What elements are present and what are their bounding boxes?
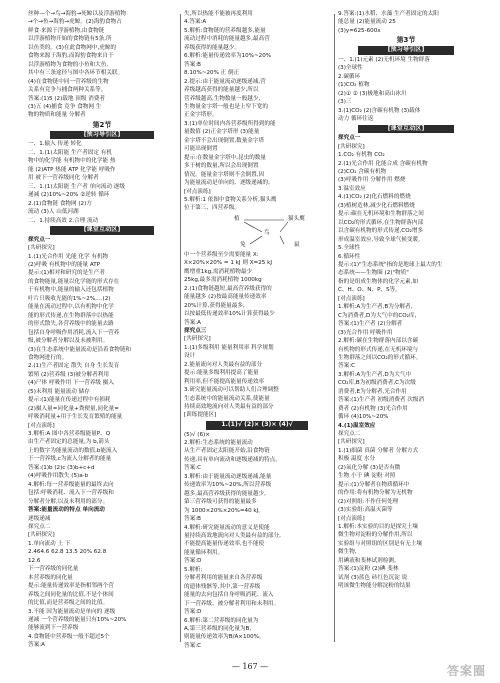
text-line: 正金字塔形。 — [184, 112, 218, 119]
text-line: 多于树的数量,所以会出现倒置 — [184, 163, 259, 170]
text-line: 5.解析:1 依图中食物关系分析,猫头鹰 — [184, 196, 277, 203]
section-title: 第3节 — [396, 36, 416, 45]
text-line: 3.解析:由于能量流动逐级递减,能量 — [184, 473, 272, 480]
diagram-node-top-left: 植 — [234, 215, 240, 222]
text-line: (2)氧化分解 (3)是否有微 — [338, 464, 401, 471]
text-line: 包括自身呼吸作用消耗,流入下一营养 — [28, 329, 120, 336]
text-line: 4.解析:研究能量流动的意义是使能 — [184, 524, 270, 531]
section-banner: [预习导引区] — [50, 131, 154, 140]
text-line: 3.解析:A为生产者,D为大气中 — [338, 371, 412, 378]
text-line: 能总量 (2)能量流动 25 — [338, 19, 396, 26]
diagram-node-right: 鼠 — [294, 241, 300, 248]
text-line: 于有机物中,能量的输入还包括植物 — [28, 287, 114, 294]
text-line: 2.解析:碳在生物群落内部以含碳 — [338, 338, 418, 345]
text-line: [共研探究] — [338, 143, 365, 150]
watermark-logo: 答案圈 — [446, 664, 486, 678]
text-line: 2.(1)生产者固定 散失 自身 生长发育 — [28, 363, 120, 370]
text-line: 养级之间同化量的比值,不是个体间 — [28, 591, 114, 598]
text-line: 3.研究能量流动可以帮助人们合理调整 — [184, 387, 279, 394]
text-line: 能量的去向包括自身呼吸消耗、流入 — [184, 592, 274, 599]
text-line: 的形式散失,各营养级中的能量去路 — [28, 321, 114, 328]
text-line: [共研探究] — [184, 336, 211, 343]
text-line: 3.(1)单位时间内各营养级所得到的能 — [184, 120, 276, 127]
text-line: 丝种—个→鸟→海豹→死鲸以及浮游植物 — [28, 11, 126, 17]
text-line: 答案:D — [184, 609, 202, 616]
text-line: 答案:(1)b (2)c (3)b+c+d — [28, 464, 95, 471]
text-line: 态系统——生物圈 (2)"物质" — [338, 270, 409, 277]
text-line: 试剂 (3)蓝色 砖红色沉淀 说 — [338, 574, 408, 581]
text-line: 4.解析:每一营养级能量的最终去向 — [28, 481, 114, 488]
text-line: 答案:A — [184, 319, 201, 326]
text-line: 提示:(1)能量在传递过程中有损耗 — [28, 397, 111, 404]
food-web-arrow — [280, 222, 288, 232]
section-banner: [课堂互动区] — [50, 226, 154, 235]
text-line: (4)尸体 呼吸作用 下一营养级 摄入 — [28, 380, 114, 387]
text-line: 三、1.(1)太阳能 生产者 单向流动 逐级 — [28, 183, 125, 190]
text-line: 为 1000×20%×20%=40 kJ。 — [184, 507, 264, 514]
text-line: 流动过程中消耗的能量越多,最高营 — [184, 36, 270, 43]
text-line: 用 被下一营养级同化 分解者 — [28, 175, 99, 182]
text-line: 鲜食·来源于浮游植物,由食物链 — [28, 27, 105, 34]
text-line: 持续高效地流向对人类最有益的部分 — [184, 404, 274, 411]
text-line: 的比值,而是营养级之间的比值。 — [28, 600, 109, 607]
text-line: (2)对照组:不作任何处理 — [338, 498, 399, 505]
text-line: 2.能量流向对人类最有益的部分 — [184, 361, 263, 368]
text-line: [训练提能区] — [184, 412, 217, 419]
text-line: 能量在流动过程中,以有机物中化学 — [28, 304, 114, 311]
text-line: 生物量金字塔一般也是上窄下宽的 — [184, 103, 268, 110]
text-line: 食物网进行的。 — [28, 354, 68, 361]
text-line: 2.解析:生态系统的能量流动 — [184, 439, 253, 446]
text-line: 以按最低传递效率10%计算获得最少 — [184, 311, 275, 318]
text-line: (3)三 — [338, 99, 352, 106]
text-line: CO₂库,B为初级消费者,C为次级 — [338, 380, 416, 387]
text-line: 2.(1)食物链 食物网 (2)方 — [28, 200, 92, 207]
text-line: (3)五 (4)捕食 竞争 食物网 生 — [28, 103, 102, 110]
text-line: 能量循环利用。 — [184, 549, 224, 556]
text-line: 可能出现倒置 — [184, 146, 218, 153]
text-line: 答案:C — [184, 465, 201, 472]
text-line: 答案:C — [338, 363, 355, 370]
text-line: 以含碳有机物的形式传递,CO₂增多 — [338, 228, 424, 235]
text-line: 1.解析:本实验的目的是探究土壤 — [338, 524, 418, 531]
text-line: 答案:(1)5 (2)载地 顶级 消费者 — [28, 95, 105, 102]
text-line: 一、1.输入 传递 转化 — [28, 141, 82, 148]
text-line: 6.解析:能量传递效率为10%~20% — [184, 53, 272, 60]
text-line: 量持续高效地流向对人类最有益的部分, — [184, 532, 281, 539]
diagram-node-top-right: 猫头鹰 — [288, 215, 305, 222]
text-line: 1.(1)光合作用 光能 化学 有机物 — [28, 253, 109, 260]
text-line: 二、1.持续高效 2.合理 流动 — [28, 217, 99, 224]
text-line: 为能量流动是单向的、逐级递减的。 — [184, 180, 274, 187]
text-line: 情况。能量金字塔则不会倒置,因 — [184, 171, 265, 178]
column-left — [28, 10, 176, 650]
text-line: 2.碳循环 — [338, 73, 361, 80]
text-line: 2.(1)光合作用 化能合成 含碳有机物 — [338, 160, 428, 167]
text-line: 养级越高获得的能量越少,所以 — [184, 87, 259, 94]
text-line: 20%计算,获得能量最多, — [184, 302, 245, 309]
text-line: 答案:(1)淀粉 (2)碘 斐林 — [338, 566, 399, 573]
text-line: (3)y=625-600x — [338, 27, 381, 34]
text-line: 4.(1)CO₂ (2)化石燃料的燃烧 — [338, 194, 411, 201]
text-line: 金字塔不会出现倒置,数量金字塔 — [184, 137, 265, 144]
text-line: 量数值 (2)正金字塔形 (3)能量 — [184, 129, 260, 136]
text-line: 4.答案:A — [184, 19, 207, 26]
text-line: 下一营养级的同化量 — [28, 566, 79, 573]
text-line: 第三营养级可获得的能量最多 — [184, 499, 257, 506]
text-line: 费者 (2)有机物 (3)光合作用 — [338, 405, 408, 412]
food-web-arrows — [184, 214, 330, 250]
text-line: [对点演练] — [28, 422, 55, 429]
column-middle — [184, 10, 330, 650]
text-line: 能 (2)ATP 热能 ATP 化学能 呼吸作 — [28, 166, 116, 173]
text-line: 级,被分解者分解以及未被利用。 — [28, 338, 109, 345]
text-line: 提示:在数量金字塔中,昆虫的数量 — [184, 154, 266, 161]
text-line: 1.解析:A为生产者,B为分解者, — [338, 304, 413, 311]
text-line: 物的物质和能量 分解者 — [28, 112, 86, 119]
subsection-heading: 探究点三 — [184, 327, 207, 334]
text-line: 1.(1)细菌 真菌 分解者 分解方式 — [338, 447, 419, 454]
text-line: 25kg,最多需消耗植物 1000kg — [184, 277, 262, 284]
text-line: 消费者,E为分解者,光合作用 — [338, 388, 407, 395]
text-line: 8.10%~20% 正 倒正 — [184, 70, 240, 77]
text-line: 提示:(1)相对和研究的是生产者 — [28, 270, 105, 277]
text-line: 9.答案:(1)水稻、水藻 生产者固定的太阳 — [338, 11, 439, 17]
text-line: (5)√ (6)× — [184, 431, 210, 438]
text-line: (3)在生态系统中能量流动是沿着食物链和 — [28, 346, 132, 353]
text-line: 微生物, — [338, 549, 357, 556]
text-line: X×20%×20% = 1 kJ 则 X=25 kJ — [184, 260, 272, 267]
text-line: 生物群落之间以CO₂的形式循环。 — [338, 354, 422, 361]
text-line: C、H、O、N、P、S等。 — [338, 287, 401, 294]
text-line: (4)呼吸作用散失 (5)a-b — [28, 473, 89, 480]
text-line: 答案:C — [184, 642, 201, 649]
text-line: 能的形式传递,在生物群落中以热能 — [28, 312, 114, 319]
text-line: 答案:A — [28, 642, 45, 649]
text-line: 繁殖 (2)营养级 (3)被分解者利用 — [28, 371, 109, 378]
text-line: 递减 (2)10%~20% ②逆转 循环 — [28, 192, 110, 199]
text-line: [对点演练] — [184, 188, 211, 195]
text-line: 由生产者固定的总能量,为 b,箭头 — [28, 439, 110, 446]
text-line: 答案:(1)生产者 初级消费者 次级消 — [338, 397, 425, 404]
text-line: 实验组与对照组的区别是有无土壤 — [338, 540, 422, 547]
text-line: 3.温室效应 — [338, 185, 366, 192]
column-right — [338, 10, 474, 650]
text-line: 6.解析:第二营养级的同化量为 — [184, 617, 259, 624]
text-line: C为消费者,D为大气中的CO₂库, — [338, 312, 417, 319]
text-line: [共研探究] — [28, 245, 55, 252]
text-line: 提示:碳在无机环境和生物群落之间 — [338, 211, 424, 218]
text-line: 答案:B — [184, 516, 201, 523]
text-line: 以浮游植物为食物的小鱼和大鱼, — [28, 61, 109, 68]
text-line: 答案:(1)生产者 (2)分解者 — [338, 321, 403, 328]
subsection-heading: 探究点一 — [28, 236, 51, 243]
text-line: 本营养级的同化量 — [28, 574, 73, 581]
text-line: (3)呼吸作用 分解作用 燃烧 — [338, 177, 406, 184]
section-title: 第2节 — [92, 120, 112, 129]
text-line: 12.6 — [28, 557, 41, 564]
text-line: 提示:能量传递效率是指相邻两个营 — [28, 583, 114, 590]
text-line: 位于第三、四营养级。 — [184, 205, 240, 212]
text-line: 循环 (4)10%~20% — [338, 414, 389, 421]
text-line: 1.单向流动 上 下 — [28, 540, 71, 547]
text-line: 包括:呼吸消耗、流入下一营养级和 — [28, 490, 114, 497]
text-line: 叶片只吸收光能的1%~2%,…(2) — [28, 295, 111, 302]
text-line: 动力 循环往返 — [338, 116, 374, 123]
text-line: 设计 — [184, 353, 196, 360]
text-line: 以鱼类的。(3)在此食物网中,虎鲸的 — [28, 44, 117, 51]
text-line: 养级获得的能量越少。 — [184, 44, 240, 51]
text-line: 越多,最高营养级获得的能量越少, — [184, 490, 266, 497]
diagram-node-bottom: 兔 — [240, 241, 246, 248]
text-line: 的作用:将有机物分解为无机物 — [338, 490, 413, 497]
text-line: 6.循环性 — [338, 253, 361, 260]
text-line: 传递效率为10%~20%,所以营养级 — [184, 482, 272, 489]
text-line: (1)CO₂ 植物 — [338, 82, 370, 89]
section-banner: 1.(1)√ (2)× (3)× (4)√ — [206, 421, 308, 430]
text-line: 流动 (3)人 山低河湖 — [28, 209, 79, 216]
text-line: 分解者分解,以及未利用的部分。 — [28, 498, 109, 505]
text-line: 的食物能量,能量以化学能的形式存在 — [28, 278, 120, 285]
text-line: 二、1.(1)太阳能 生产者固定 有机 — [28, 149, 112, 156]
text-line: 逐级递减 — [28, 515, 51, 522]
text-line: (2)摄入量=同化量+粪便量,同化量= — [28, 405, 119, 412]
food-web-diagram — [184, 214, 330, 250]
page-number: — 167 — — [231, 662, 269, 671]
text-line: 5.全球性 — [338, 245, 361, 252]
text-line: 提示:能量多级利用提高了能量 — [184, 370, 259, 377]
text-line: (2)呼吸 有机物中的能量 ATP — [28, 261, 101, 268]
text-line: 下一营养级,c为流入分解者的能量 — [28, 456, 112, 463]
section-banner: [课堂互动区] — [358, 125, 453, 134]
text-line: (5)未利用 能量流动 储存 — [28, 388, 90, 395]
subsection-heading: 探究点一 — [338, 135, 361, 142]
text-line: (3)植树造林,减少化石燃料燃烧 — [338, 202, 415, 209]
text-line: 以CO₂的形式循环,在生物群落内部 — [338, 219, 424, 226]
text-line: 下一营养级、被分解者利用和未利用。 — [184, 600, 280, 607]
column-divider — [334, 14, 335, 642]
text-line: →个→鱼→海豹→虎鲸。(2)海豹食物占 — [28, 19, 122, 26]
text-line: [对点演练] — [338, 515, 365, 522]
text-line: 5.解析: — [184, 566, 203, 573]
text-line: 答案:D — [184, 558, 202, 565]
text-line: 5.解析:食物链的营养级越多,能量 — [184, 27, 266, 34]
text-line: 2.提示:由于能量流动逐级递减,营 — [184, 78, 266, 85]
text-line: 其中有三条途径与图中各环节相关联。 — [28, 70, 124, 77]
text-line: 利用率,但不能提高能量传递效率 — [184, 378, 265, 385]
text-line: 指的是组成生物体的化学元素,如 — [338, 278, 419, 285]
food-web-arrow — [244, 222, 262, 232]
column-divider — [180, 14, 181, 642]
text-line: (4)在食物链中同一营养级的生物 — [28, 78, 109, 85]
food-web-arrow — [280, 236, 284, 244]
text-line: 食物来源于海豹,而海豹食物来自于 — [28, 53, 114, 60]
text-line: 中一个营养级至少需要能量 X: — [184, 251, 259, 258]
text-line: 提示:(1)分解者在物质循环中 — [338, 481, 410, 488]
text-line: [共研探究] — [28, 532, 55, 539]
text-line: 物中的化学能 有机物中的化学能 热 — [28, 158, 116, 165]
text-line: (3)实验组:高温灭菌等 — [338, 507, 393, 514]
text-line: (3)光合作用 呼吸作用 — [338, 329, 393, 336]
text-line: 能够流到下一营养级 — [28, 625, 79, 632]
text-line: 传递,具有单向流动和逐级递减的特点。 — [184, 456, 281, 463]
text-line: 4.食物链中营养级一般不超过5个 — [28, 633, 110, 640]
text-line: (3)全球性 — [338, 65, 363, 72]
text-line: 2.(1)食物链越短,最高营养级获得的 — [184, 285, 272, 292]
section-banner: [预习导引区] — [358, 46, 453, 55]
text-line: [对点演练] — [338, 295, 365, 302]
text-line: 分解者利用的能量来自各营养级 — [184, 575, 263, 582]
text-line: 1.(1)多级利用 能量利用率 科学规划 — [184, 344, 274, 351]
text-line: 关系有竞争与捕食两种关系等。 — [28, 87, 107, 94]
text-line: 3.解析:A 图中各营养级能量P、Q — [28, 431, 111, 438]
text-line: 探究点二 — [28, 524, 51, 531]
text-line: 营养级越高,生物数量一般越少, — [184, 95, 261, 102]
text-line: 3.(1)CO₂ (2)含碳有机物 (3)载体 — [338, 107, 421, 114]
text-line: 用碘液和斐林试剂检测。 — [338, 557, 400, 564]
text-line: 1.CO₂ 有机物 CO₂ — [338, 152, 385, 159]
text-line: [共研探究] — [338, 439, 365, 446]
text-line: 从生产者固定太阳能开始,沿食物链 — [184, 448, 270, 455]
text-line: 探究点二 — [338, 431, 361, 438]
text-line: 呼吸消耗量+用于生长发育繁殖的能量 — [28, 414, 123, 421]
text-line: 生物 小于 碘 淀粉 对照 — [338, 473, 396, 480]
text-line: 上的数字为能量流动的数值,b能流入 — [28, 447, 118, 454]
text-line: 形成温室效应,导致全球气候变暖。 — [338, 236, 424, 243]
subsection-heading: 4.(1)温室效应 — [338, 422, 376, 429]
food-web-arrow — [250, 236, 262, 244]
text-line: 积极 温度 水分 — [338, 456, 376, 463]
text-line: 答案:B — [184, 61, 201, 68]
text-line: 不能提高能量传递效率,也不能使 — [184, 541, 265, 548]
text-line: 鹰增重1kg,需消耗植物最少 — [184, 268, 253, 275]
subsection-heading: 答案:能量流动的特点 单向流动 — [28, 507, 105, 514]
text-line: 3.不能 因为能量流动是单向的 逐级 — [28, 608, 116, 615]
text-line: 提示:(1)"生态系统"指的是地球上最大的生 — [338, 261, 443, 268]
text-line: 能量越多 (2)按最高能量传递效率 — [184, 294, 267, 301]
text-line: 生态系统中的能量流动关系,使能量 — [184, 395, 270, 402]
diagram-node-left: 鸟 — [264, 229, 270, 236]
text-line: 微生物对淀粉的分解作用,所以 — [338, 532, 413, 539]
text-line: (2)① ② (3)极地和高山冰川 — [338, 90, 407, 97]
text-line: (2)CO₂ 含碳有机物 — [338, 168, 387, 175]
text-line: 明该微生物能分解淀粉的结果 — [338, 583, 411, 590]
text-line: 则能量传递效率为B/A×100%。 — [184, 634, 265, 641]
text-line: 一、1.(1)元素 (2)无机环境 生物群落 — [338, 56, 430, 63]
text-line: 递减 一个营养级的能量只有10%~20% — [28, 617, 127, 623]
text-line: 有机物的形式传递,在无机环境与 — [338, 346, 419, 353]
text-line: 的遗体残骸等,其中,第一营养级 — [184, 583, 261, 590]
text-line: 失,所以热能不能被再度利用 — [184, 11, 253, 17]
text-line: A,第三营养级的同化量为B, — [184, 625, 252, 632]
text-line: 2.464.6 62.8 13.5 20% 62.8 — [28, 549, 107, 556]
text-line: 以浮游植物开始的食物链有5条,所 — [28, 36, 112, 43]
